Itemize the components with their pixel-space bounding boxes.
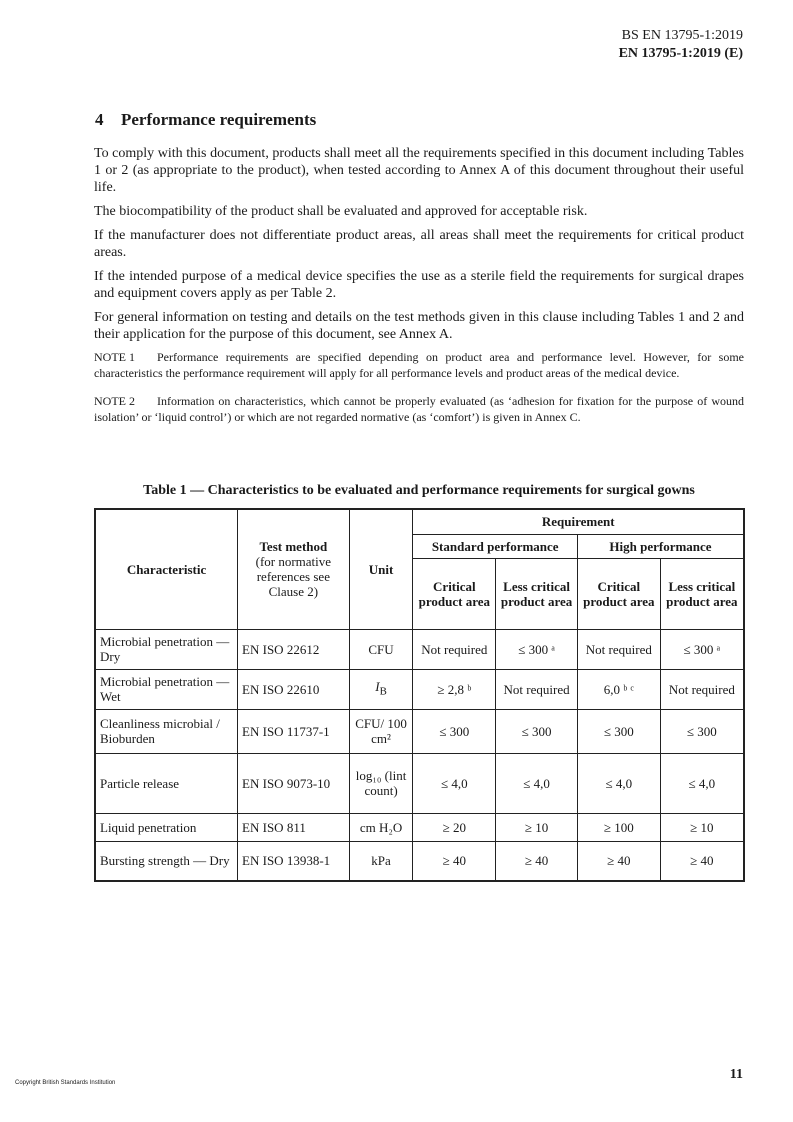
cell-characteristic: Liquid penetration [95,813,238,841]
paragraph: If the manufacturer does not differentiate product areas, all areas shall meet the requirements for critical product areas. [94,228,744,260]
section-heading [95,110,316,130]
cell-characteristic: Particle release [95,753,238,813]
cell-standard-less-critical: Not required [496,669,578,709]
cell-high-critical: ≤ 300 [577,709,660,753]
cell-unit: CFU/ 100 cm² [349,709,413,753]
section-title: Performance requirements [121,110,317,129]
note-label: NOTE 2 [94,394,135,408]
cell-standard-less-critical: ≥ 40 [496,841,578,881]
section-number: 4 [95,110,104,129]
paragraph: If the intended purpose of a medical device specifies the use as a sterile field the requirements for surgical drapes and equipment covers apply as per Table 2. [94,269,744,301]
header-test-method-note: (for normative references see Clause 2) [255,554,332,600]
cell-standard-less-critical: ≤ 300 ᵃ [496,629,578,669]
cell-high-critical: ≥ 100 [577,813,660,841]
header-standard-bs: BS EN 13795-1:2019 [621,28,743,43]
cell-method: EN ISO 811 [238,813,350,841]
cell-unit: $I_B$ [349,669,413,709]
cell-standard-critical: ≥ 20 [413,813,496,841]
cell-method: EN ISO 11737-1 [238,709,350,753]
header-test-method-label: Test method [259,539,328,555]
cell-high-critical: ≥ 40 [577,841,660,881]
cell-standard-critical: ≥ 40 [413,841,496,881]
note-text: Performance requirements are specified depending on product area and performance level. However, for some characteristics the performance requirement will apply for all performance levels and product areas of the medical device. [94,350,744,380]
cell-high-less-critical: Not required [660,669,744,709]
header-test-method [238,509,350,629]
header-high-performance: High performance [577,534,744,558]
cell-high-critical: Not required [577,629,660,669]
paragraph: To comply with this document, products shall meet all the requirements specified in this document including Tables 1 or 2 (as appropriate to the product), when tested according to Annex A of this document throughout their useful life. [94,146,744,195]
cell-characteristic: Microbial penetration — Dry [95,629,238,669]
cell-method: EN ISO 13938-1 [238,841,350,881]
cell-method: EN ISO 22610 [238,669,350,709]
body-text [94,145,744,438]
cell-standard-less-critical: ≤ 300 [496,709,578,753]
header-standard-performance: Standard performance [413,534,578,558]
header-characteristic: Characteristic [95,509,238,629]
table-row [95,629,744,669]
header-less-critical-area: Less critical product area [660,558,744,629]
cell-high-less-critical: ≤ 300 [660,709,744,753]
table-row [95,709,744,753]
note-text: Information on characteristics, which cannot be properly evaluated (as ‘adhesion for fixation for the purpose of wound isolation’ or ‘liquid control’) or which are not regarded normative (as ‘comfort’) is given in Annex C. [94,394,744,424]
requirements-table [94,508,745,882]
cell-unit: kPa [349,841,413,881]
cell-high-less-critical: ≥ 10 [660,813,744,841]
header-requirement: Requirement [413,509,744,534]
cell-method: EN ISO 22612 [238,629,350,669]
header-critical-area: Critical product area [413,558,496,629]
note-1 [94,350,744,381]
note-2 [94,394,744,425]
paragraph: The biocompatibility of the product shall be evaluated and approved for acceptable risk. [94,204,588,219]
page-number: 11 [729,1067,743,1082]
cell-standard-critical: ≤ 4,0 [413,753,496,813]
table-row [95,841,744,881]
table-row [95,753,744,813]
table-row [95,669,744,709]
header-less-critical-area: Less critical product area [496,558,578,629]
cell-unit: cm H₂O [349,813,413,841]
cell-high-critical: ≤ 4,0 [577,753,660,813]
header-standard-en: EN 13795-1:2019 (E) [618,46,743,61]
cell-high-critical: 6,0 ᵇ ᶜ [577,669,660,709]
cell-high-less-critical: ≤ 4,0 [660,753,744,813]
paragraph: For general information on testing and details on the test methods given in this clause including Tables 1 and 2 and their application for the purpose of this document, see Annex A. [94,310,744,342]
cell-unit: log₁₀ (lint count) [349,753,413,813]
header-critical-area: Critical product area [577,558,660,629]
cell-standard-less-critical: ≥ 10 [496,813,578,841]
cell-standard-critical: Not required [413,629,496,669]
copyright-notice: Copyright British Standards Institution [15,1080,116,1086]
cell-high-less-critical: ≤ 300 ᵃ [660,629,744,669]
cell-characteristic: Microbial penetration — Wet [95,669,238,709]
header-unit: Unit [349,509,413,629]
cell-standard-critical: ≥ 2,8 ᵇ [413,669,496,709]
cell-standard-critical: ≤ 300 [413,709,496,753]
note-label: NOTE 1 [94,350,135,364]
cell-characteristic: Bursting strength — Dry [95,841,238,881]
cell-characteristic: Cleanliness microbial / Bioburden [95,709,238,753]
cell-standard-less-critical: ≤ 4,0 [496,753,578,813]
cell-method: EN ISO 9073-10 [238,753,350,813]
cell-unit: CFU [349,629,413,669]
cell-high-less-critical: ≥ 40 [660,841,744,881]
table-row [95,813,744,841]
table-caption: Table 1 — Characteristics to be evaluated and performance requirements for surgical gowns [143,483,695,498]
